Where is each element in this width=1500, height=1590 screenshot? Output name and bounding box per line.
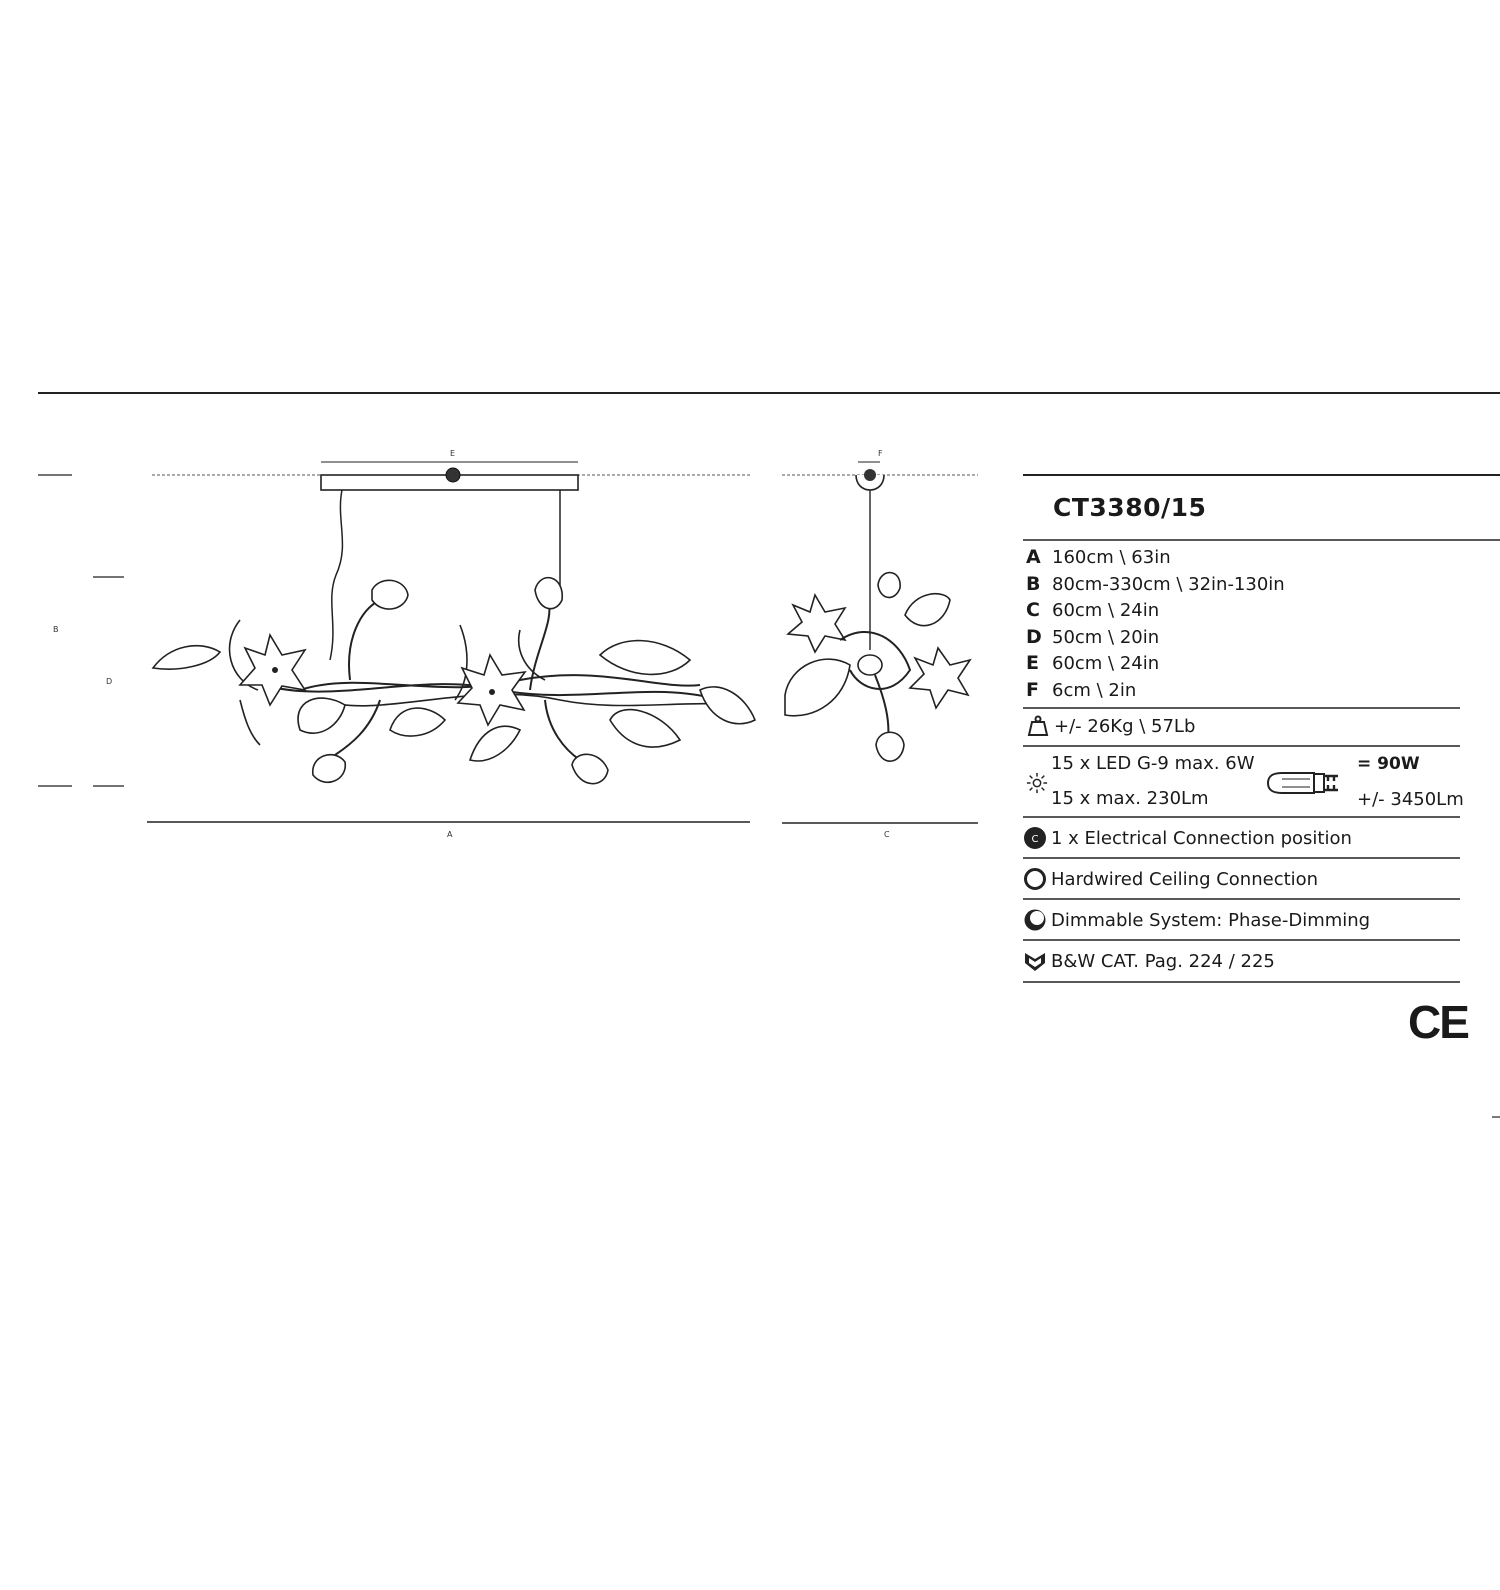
label-a: A: [447, 830, 453, 839]
catalog-row: [1023, 949, 1275, 973]
dimming-value: Dimmable System: Phase-Dimming: [1051, 909, 1371, 931]
weight-row: [1026, 714, 1195, 738]
dimension-letter: F: [1026, 679, 1039, 701]
dimension-row-b: [1026, 571, 1285, 597]
electrical-connection-row: [1023, 826, 1352, 850]
ce-mark: CE: [1408, 996, 1468, 1048]
dimension-value: 6cm \ 2in: [1052, 679, 1137, 701]
weight-value: +/- 26Kg \ 57Lb: [1054, 715, 1196, 737]
dimension-row-f: [1026, 677, 1136, 703]
catalog-value: B&W CAT. Pag. 224 / 225: [1051, 950, 1275, 972]
dimmer-icon: [1023, 908, 1047, 932]
catalog-logo-icon: [1023, 949, 1047, 973]
dimension-row-a: [1026, 544, 1171, 570]
dimension-value: 60cm \ 24in: [1052, 652, 1160, 674]
weight-icon: [1026, 714, 1050, 738]
label-e: E: [450, 449, 456, 458]
label-c: C: [884, 830, 890, 839]
dimming-row: [1023, 908, 1370, 932]
edge-tick: [1492, 1115, 1500, 1119]
label-d: D: [106, 677, 113, 686]
dimension-letter: D: [1026, 626, 1042, 648]
dimension-value: 60cm \ 24in: [1052, 599, 1160, 621]
g9-bulb-icon: [1262, 770, 1342, 796]
label-f: F: [878, 449, 883, 458]
dimension-row-c: [1026, 597, 1159, 623]
lumen-spec: 15 x max. 230Lm: [1051, 788, 1209, 809]
ceiling-connection-value: Hardwired Ceiling Connection: [1051, 868, 1319, 890]
dimension-letter: C: [1026, 599, 1040, 621]
dimension-letter: A: [1026, 546, 1041, 568]
dimension-row-e: [1026, 650, 1159, 676]
ceiling-connection-row: [1023, 867, 1318, 891]
svg-text:C: C: [1031, 834, 1039, 845]
label-b: B: [53, 625, 59, 634]
electrical-connection-icon: [1023, 826, 1047, 850]
dimension-row-d: [1026, 624, 1159, 650]
dimension-value: 80cm-330cm \ 32in-130in: [1052, 573, 1285, 595]
product-code: CT3380/15: [1053, 493, 1207, 522]
bulb-spec: 15 x LED G-9 max. 6W: [1051, 753, 1255, 774]
dimension-value: 50cm \ 20in: [1052, 626, 1160, 648]
ring-icon: [1023, 867, 1047, 891]
dimension-letter: B: [1026, 573, 1041, 595]
total-power: = 90W: [1357, 754, 1420, 774]
light-sun-icon: [1026, 772, 1048, 794]
total-lumens: +/- 3450Lm: [1357, 789, 1464, 810]
dimension-letter: E: [1026, 652, 1039, 674]
electrical-connection-value: 1 x Electrical Connection position: [1051, 827, 1352, 849]
dimension-value: 160cm \ 63in: [1052, 546, 1171, 568]
